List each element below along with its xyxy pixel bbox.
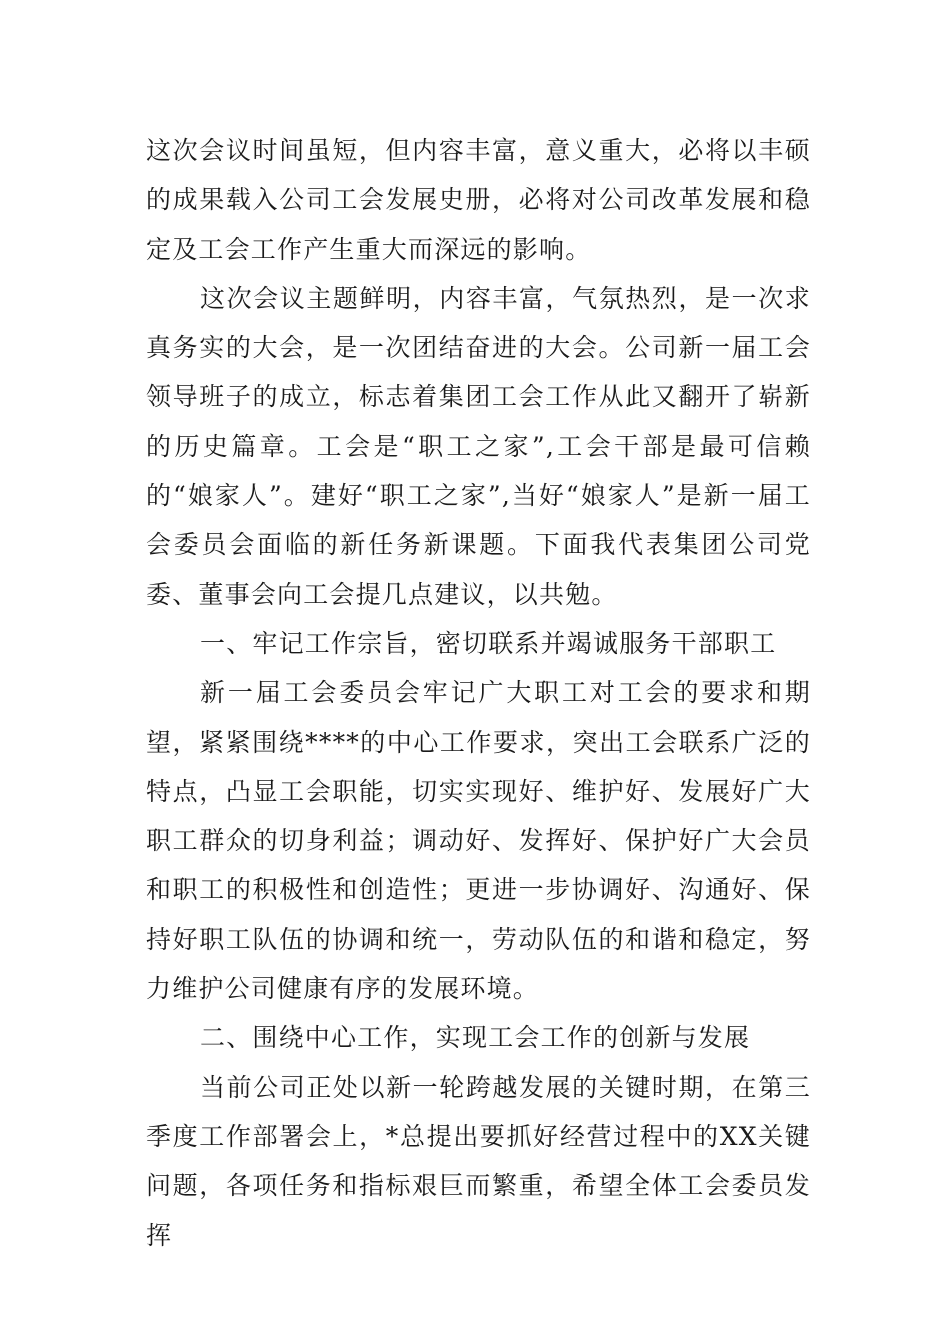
paragraph-3: 新一届工会委员会牢记广大职工对工会的要求和期望，紧紧围绕****的中心工作要求，突出工会联系广泛的特点，凸显工会职能，切实实现好、维护好、发展好广大职工群众的切身利益；调动好、发挥好、保护好广大会员和职工的积极性和创造性；更进一步协调好、沟通好、保持好职工队伍的协调和统一，劳动队伍的和谐和稳定，努力维护公司健康有序的发展环境。 xyxy=(146,678,811,1004)
section-heading-1: 一、牢记工作宗旨，密切联系并竭诚服务干部职工 xyxy=(200,628,777,658)
paragraph-2: 这次会议主题鲜明，内容丰富，气氛热烈，是一次求真务实的大会，是一次团结奋进的大会。公司新一届工会领导班子的成立，标志着集团工会工作从此又翻开了崭新的历史篇章。工会是“职工之家”,工会干部是最可信赖的“娘家人”。建好“职工之家”,当好“娘家人”是新一届工会委员会面临的新任务新课题。下面我代表集团公司党委、董事会向工会提几点建议，以共勉。 xyxy=(146,283,811,609)
section-heading-2: 二、围绕中心工作，实现工会工作的创新与发展 xyxy=(200,1023,751,1053)
paragraph-4: 当前公司正处以新一轮跨越发展的关键时期，在第三季度工作部署会上，*总提出要抓好经营过程中的XX关键问题，各项任务和指标艰巨而繁重，希望全体工会委员发挥 xyxy=(146,1072,811,1250)
paragraph-1: 这次会议时间虽短，但内容丰富，意义重大，必将以丰硕的成果载入公司工会发展史册，必将对公司改革发展和稳定及工会工作产生重大而深远的影响。 xyxy=(146,136,811,264)
document-body xyxy=(146,126,811,1260)
